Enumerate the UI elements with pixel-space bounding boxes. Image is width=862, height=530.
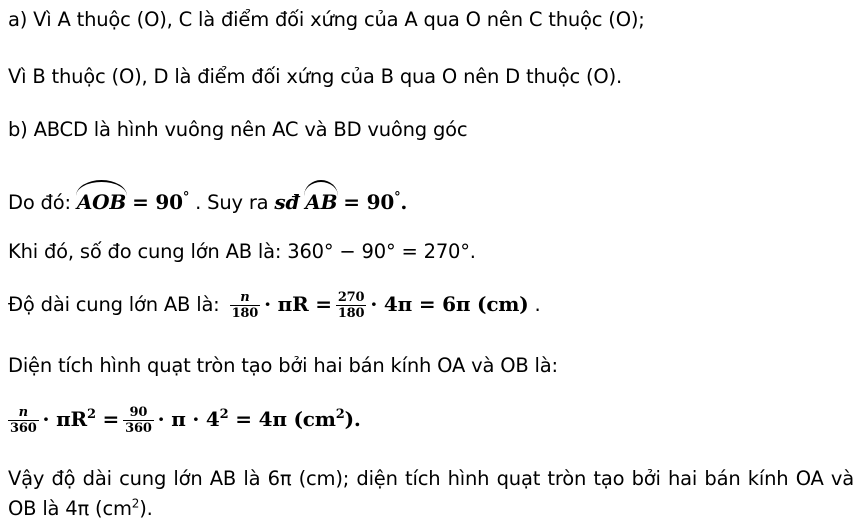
line4-eq1: = 90: [132, 190, 183, 214]
line8-sup2: 2: [219, 407, 229, 422]
line8-e: ).: [344, 407, 361, 431]
paragraph-line-5: Khi đó, số đo cung lớn AB là: 360° − 90° = 270°.: [8, 240, 476, 263]
line8-sup1: 2: [86, 407, 96, 422]
paragraph-line-9: [8, 464, 854, 524]
frac1-den: 180: [231, 306, 259, 321]
fraction-270-over-180: [336, 290, 367, 321]
line8-d: = 4π (cm: [228, 407, 336, 431]
line4-sd: sđ: [274, 190, 300, 214]
fraction-90-over-360: [123, 405, 154, 436]
paragraph-line-4: [8, 184, 407, 214]
arc-aob: AOB: [77, 184, 126, 214]
line8-a: · πR: [42, 407, 87, 431]
fraction-n-over-360: [8, 405, 39, 436]
line8-sup3: 2: [335, 407, 345, 422]
line9-a: Vậy độ dài cung lớn AB là 6π (cm); diện tích hình quạt tròn tạo bởi hai bán kính OA và OB là 4π (cm: [8, 467, 854, 520]
frac3-num: n: [8, 405, 39, 421]
paragraph-line-6: [8, 290, 541, 321]
paragraph-line-1: a) Vì A thuộc (O), C là điểm đối xứng của A qua O nên C thuộc (O);: [8, 8, 645, 31]
frac2-num: 270: [337, 290, 365, 305]
line9-b: ).: [139, 497, 153, 520]
line8-b: =: [95, 407, 120, 431]
line4-prefix: Do đó:: [8, 191, 77, 214]
paragraph-line-7: Diện tích hình quạt tròn tạo bởi hai bán kính OA và OB là:: [8, 354, 558, 377]
line8-c: · π · 4: [157, 407, 220, 431]
paragraph-line-3: b) ABCD là hình vuông nên AC và BD vuông góc: [8, 118, 468, 141]
line4-eq2: = 90: [343, 190, 395, 214]
line9-sup: 2: [131, 496, 140, 511]
frac2-den: 180: [337, 306, 365, 321]
frac4-den: 360: [125, 421, 152, 436]
line6-prefix: Độ dài cung lớn AB là:: [8, 293, 226, 316]
frac4-num: 90: [123, 405, 154, 421]
line6-mid: · πR =: [264, 292, 332, 316]
line4-deg1: °: [182, 190, 190, 205]
arc-ab: AB: [305, 184, 337, 214]
line6-end: · 4π = 6π (cm): [370, 292, 529, 316]
paragraph-line-8: [8, 405, 361, 436]
frac3-den: 360: [10, 421, 37, 436]
line4-mid: . Suy ra: [189, 191, 275, 214]
paragraph-line-2: Vì B thuộc (O), D là điểm đối xứng của B qua O nên D thuộc (O).: [8, 65, 622, 88]
line4-deg2: °: [394, 190, 401, 205]
line6-dot: .: [528, 293, 541, 316]
line4-end: .: [400, 190, 408, 214]
fraction-n-over-180: [230, 290, 261, 321]
frac1-num: n: [230, 290, 261, 306]
